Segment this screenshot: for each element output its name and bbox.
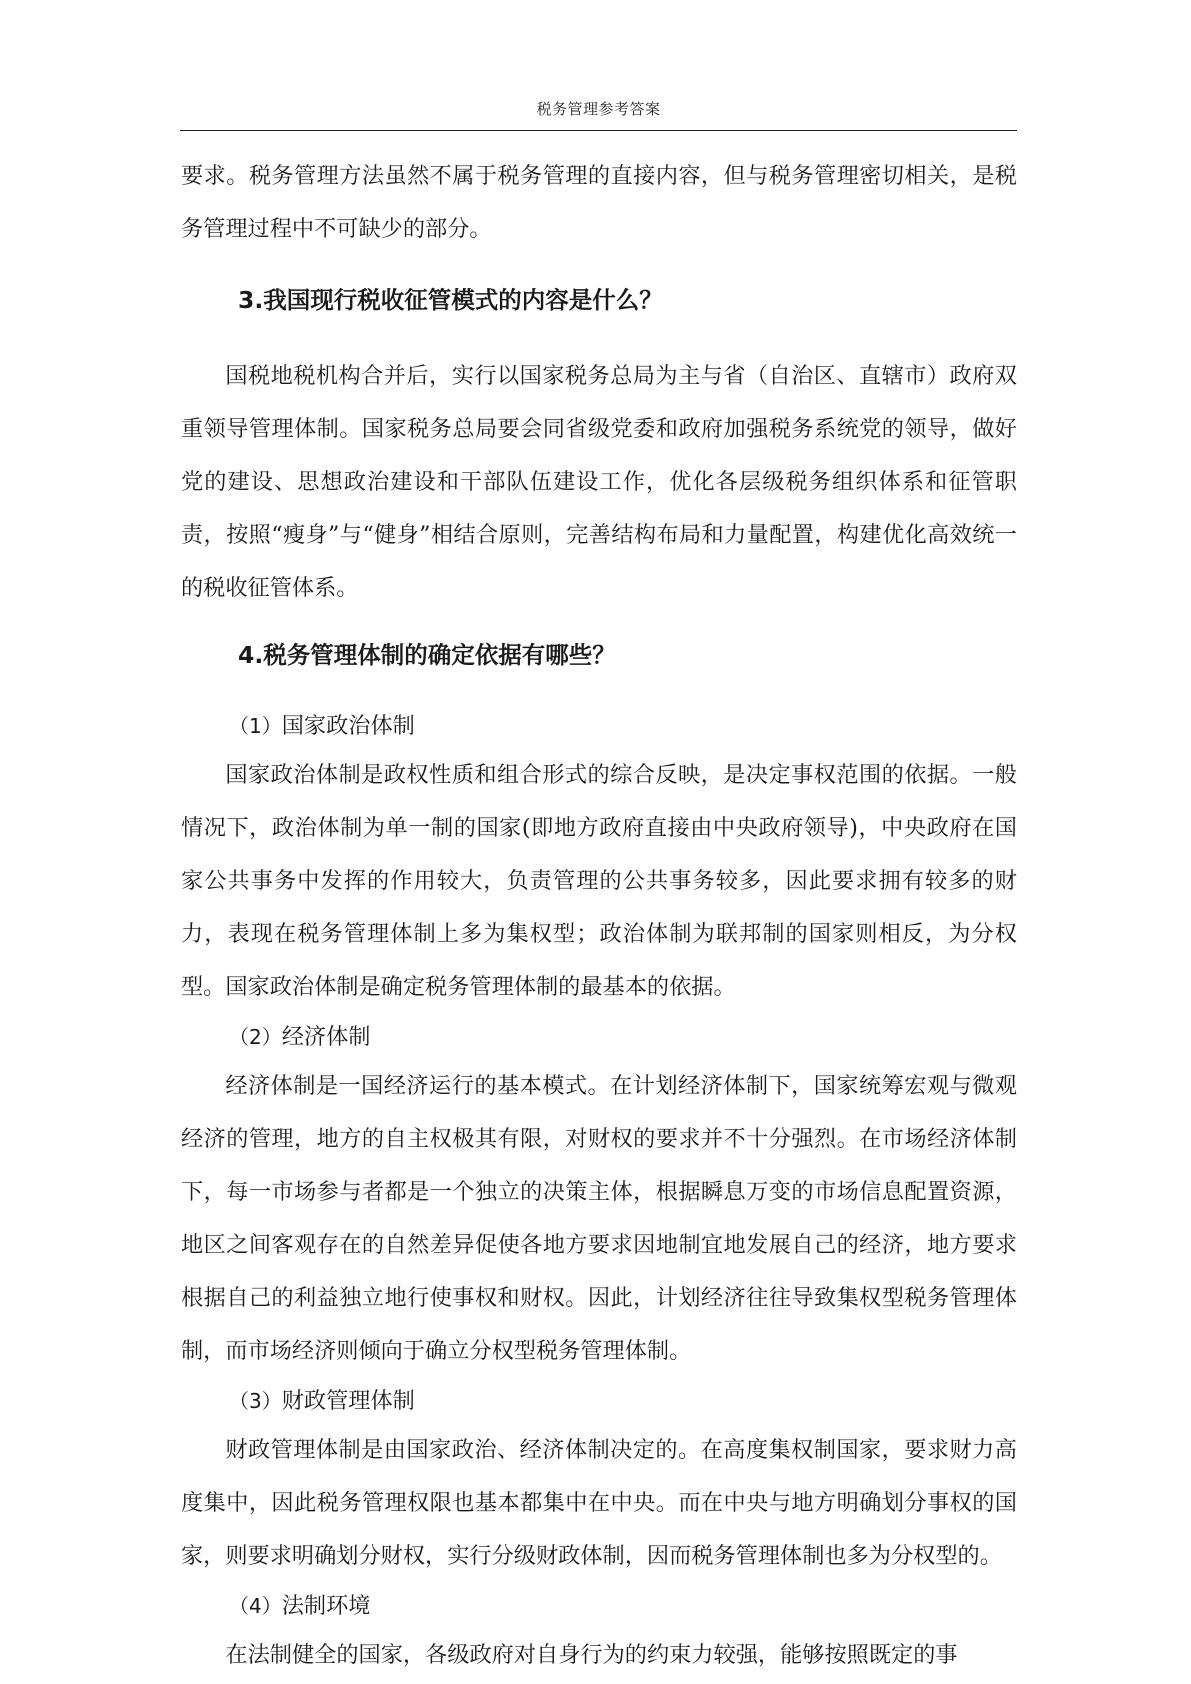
basis-3-label: 财政管理体制 <box>281 1388 415 1414</box>
basis-3-paragraph: 财政管理体制是由国家政治、经济体制决定的。在高度集权制国家，要求财力高度集中，因此税务管理权限也基本都集中在中央。而在中央与地方明确划分事权的国家，则要求明确划分财权，实行分级财政体制，因而税务管理体制也多为分权型的。 <box>181 1437 1017 1569</box>
intro-paragraph: 要求。税务管理方法虽然不属于税务管理的直接内容，但与税务管理密切相关，是税务管理过程中不可缺少的部分。 <box>181 163 1017 242</box>
header-title: 税务管理参考答案 <box>536 100 661 118</box>
basis-2-paragraph: 经济体制是一国经济运行的基本模式。在计划经济体制下，国家统筹宏观与微观经济的管理，地方的自主权极其有限，对财权的要求并不十分强烈。在市场经济体制下，每一市场参与者都是一个独立的决策主体，根据瞬息万变的市场信息配置资源，地区之间客观存在的自然差异促使各地方要求因地制宜地发展自己的经济，地方要求根据自己的利益独立地行使事权和财权。因此，计划经济往往导致集权型税务管理体制，而市场经济则倾向于确立分权型税务管理体制。 <box>181 1073 1017 1364</box>
basis-4-label: 法制环境 <box>281 1593 371 1619</box>
question-4-heading: 4.税务管理体制的确定依据有哪些？ <box>238 641 616 669</box>
basis-1-number: （1） <box>229 714 282 738</box>
question-3-answer: 国税地税机构合并后，实行以国家税务总局为主与省（自治区、直辖市）政府双重领导管理体制。国家税务总局要会同省级党委和政府加强税务系统党的领导，做好党的建设、思想政治建设和干部队伍建设工作，优化各层级税务组织体系和征管职责，按照“瘦身”与“健身”相结合原则，完善结构布局和力量配置，构建优化高效统一的税收征管体系。 <box>181 363 1017 601</box>
basis-1-title <box>181 703 1017 749</box>
document-body <box>181 150 1017 1682</box>
basis-3-title <box>181 1378 1017 1424</box>
basis-1-label: 国家政治体制 <box>281 713 415 739</box>
question-3-heading: 3.我国现行税收征管模式的内容是什么？ <box>238 286 663 314</box>
basis-4-number: （4） <box>229 1594 282 1618</box>
basis-4-title <box>181 1583 1017 1629</box>
basis-2-label: 经济体制 <box>281 1024 371 1050</box>
basis-2-number: （2） <box>229 1025 282 1049</box>
basis-2-title <box>181 1014 1017 1060</box>
page-header <box>180 98 1017 131</box>
basis-4-paragraph: 在法制健全的国家，各级政府对自身行为的约束力较强，能够按照既定的事 <box>225 1642 958 1668</box>
basis-1-paragraph: 国家政治体制是政权性质和组合形式的综合反映，是决定事权范围的依据。一般情况下，政治体制为单一制的国家(即地方政府直接由中央政府领导)，中央政府在国家公共事务中发挥的作用较大，负责管理的公共事务较多，因此要求拥有较多的财力，表现在税务管理体制上多为集权型；政治体制为联邦制的国家则相反，为分权型。国家政治体制是确定税务管理体制的最基本的依据。 <box>181 762 1017 1000</box>
basis-3-number: （3） <box>229 1389 282 1413</box>
